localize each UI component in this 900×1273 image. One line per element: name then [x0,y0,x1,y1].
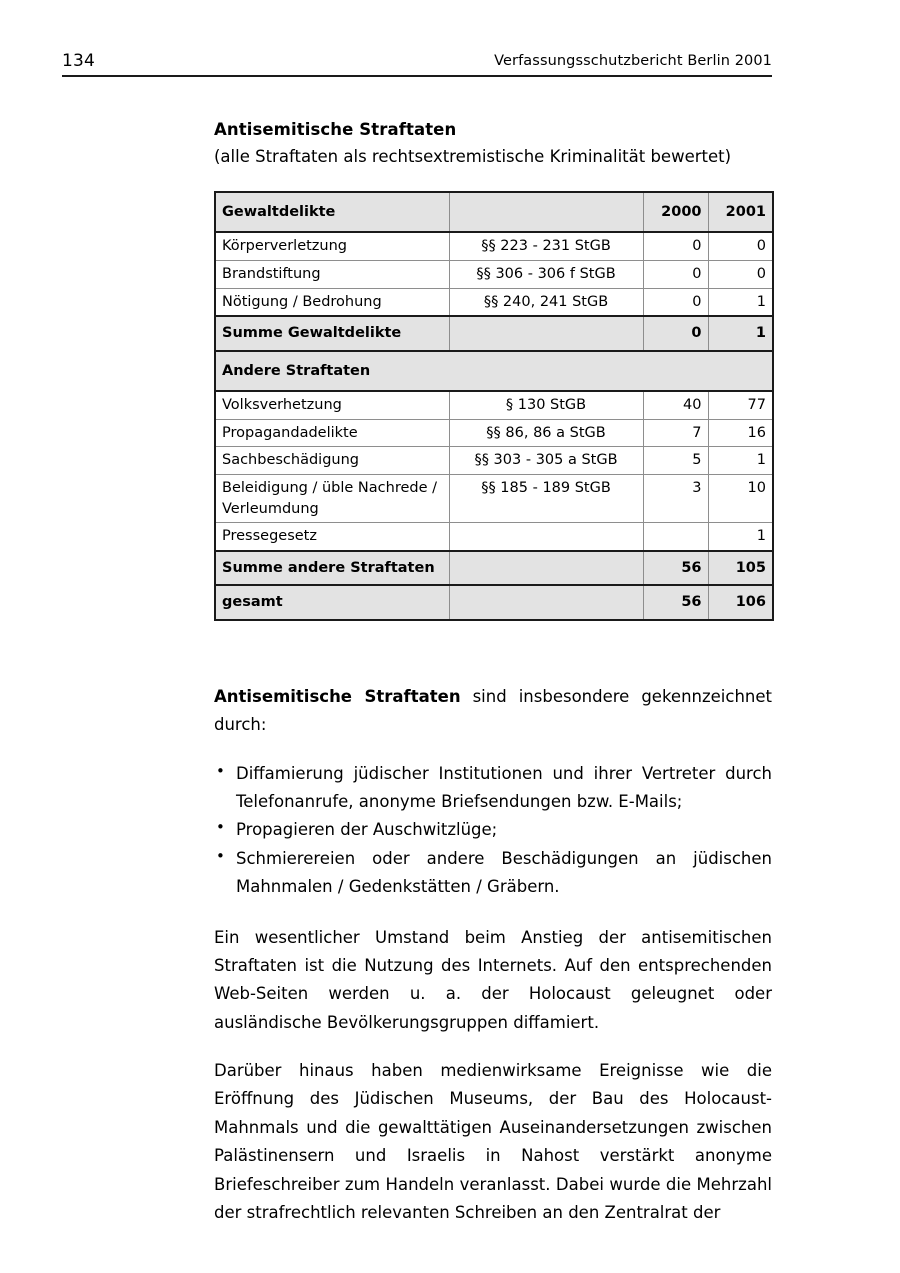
table-header-row [215,192,773,233]
table-row [215,523,773,551]
paragraph-internet: Ein wesentlicher Umstand beim Anstieg der antisemitischen Straftaten ist die Nutzung des Internets. Auf den entsprechenden Web-Seiten werden u. a. der Holocaust geleugnet oder ausländische Bevölkerungsgruppen diffamiert. [214,927,772,1032]
offence-paragraph: §§ 185 - 189 StGB [449,475,643,523]
body-copy [214,683,772,1227]
table-row [215,261,773,289]
offence-2001: 0 [708,232,773,260]
offences-table [214,191,774,621]
offence-2000: 5 [643,447,708,475]
table-row [215,232,773,260]
subtotal-2001: 105 [708,551,773,586]
lead-rest: sind insbesondere gekennzeichnet durch: [214,686,772,735]
offence-name: Propagandadelikte [215,419,449,447]
offence-name: Beleidigung / üble Nachrede / Verleumdung [215,475,449,523]
offence-2001: 1 [708,523,773,551]
page-header [62,52,772,77]
subtotal-2000: 0 [643,316,708,351]
section-header-label: Andere Straftaten [215,351,773,392]
offence-2000: 40 [643,391,708,419]
offence-2001: 0 [708,261,773,289]
offence-name: Pressegesetz [215,523,449,551]
table-section-header-other [215,351,773,392]
offence-2000: 0 [643,261,708,289]
table-header-2000: 2000 [643,192,708,233]
table-row [215,419,773,447]
title-block [214,118,772,169]
offence-name: Volksverhetzung [215,391,449,419]
grand-total-2000: 56 [643,585,708,620]
subtotal-paragraph-blank [449,551,643,586]
offence-paragraph: §§ 306 - 306 f StGB [449,261,643,289]
offence-2001: 1 [708,288,773,316]
running-head: Verfassungsschutzbericht Berlin 2001 [494,52,772,69]
grand-total-2001: 106 [708,585,773,620]
offence-paragraph: §§ 223 - 231 StGB [449,232,643,260]
table-subtotal-row-violent [215,316,773,351]
subtotal-label: Summe Gewaltdelikte [215,316,449,351]
subtotal-2000: 56 [643,551,708,586]
subtotal-label: Summe andere Straftaten [215,551,449,586]
offence-2001: 10 [708,475,773,523]
content-column [214,118,772,1227]
list-item: • Propagieren der Auschwitzlüge; [214,816,772,844]
table-row [215,391,773,419]
offence-paragraph [449,523,643,551]
list-item: • Diffamierung jüdischer Institutionen und ihrer Vertreter durch Telefonanrufe, anonyme Briefsendungen bzw. E-Mails; [214,760,772,817]
table-header-2001: 2001 [708,192,773,233]
page-subtitle: (alle Straftaten als rechtsextremistische Kriminalität bewertet) [214,146,732,166]
offence-name: Brandstiftung [215,261,449,289]
offence-2000: 7 [643,419,708,447]
offence-2000: 0 [643,288,708,316]
table-row [215,288,773,316]
table-subtotal-row-other [215,551,773,586]
paragraph-events: Darüber hinaus haben medienwirksame Ereignisse wie die Eröffnung des Jüdischen Museums, der Bau des Holocaust-Mahnmals und die gewalttätigen Auseinandersetzungen zwischen Palästinensern und Israelis in Nahost verstärkt anonyme Briefeschreiber zum Handeln veranlasst. Dabei wurde die Mehrzahl der strafrechtlich relevanten Schreiben an den Zentralrat der [214,1061,772,1222]
subtotal-2001: 1 [708,316,773,351]
offence-2000: 3 [643,475,708,523]
page-title: Antisemitische Straftaten [214,120,457,139]
offence-name: Sachbeschädigung [215,447,449,475]
offence-2000 [643,523,708,551]
table-header-category: Gewaltdelikte [215,192,449,233]
table-grand-total-row [215,585,773,620]
page-number: 134 [62,51,96,71]
list-item: • Schmierereien oder andere Beschädigungen an jüdischen Mahnmalen / Gedenkstätten / Gräbern. [214,845,772,902]
grand-total-label: gesamt [215,585,449,620]
offence-name: Körperverletzung [215,232,449,260]
offence-2001: 16 [708,419,773,447]
offence-2000: 0 [643,232,708,260]
offence-paragraph: § 130 StGB [449,391,643,419]
subtotal-paragraph-blank [449,316,643,351]
table-row [215,475,773,523]
table-header-paragraph-blank [449,192,643,233]
offence-name: Nötigung / Bedrohung [215,288,449,316]
offence-2001: 77 [708,391,773,419]
offence-paragraph: §§ 240, 241 StGB [449,288,643,316]
offence-2001: 1 [708,447,773,475]
lead-paragraph [214,683,772,740]
header-rule [62,75,772,77]
offence-paragraph: §§ 86, 86 a StGB [449,419,643,447]
grand-total-paragraph-blank [449,585,643,620]
characteristics-list [214,760,772,902]
offence-paragraph: §§ 303 - 305 a StGB [449,447,643,475]
table-row [215,447,773,475]
lead-term: Antisemitische Straftaten [214,686,461,706]
